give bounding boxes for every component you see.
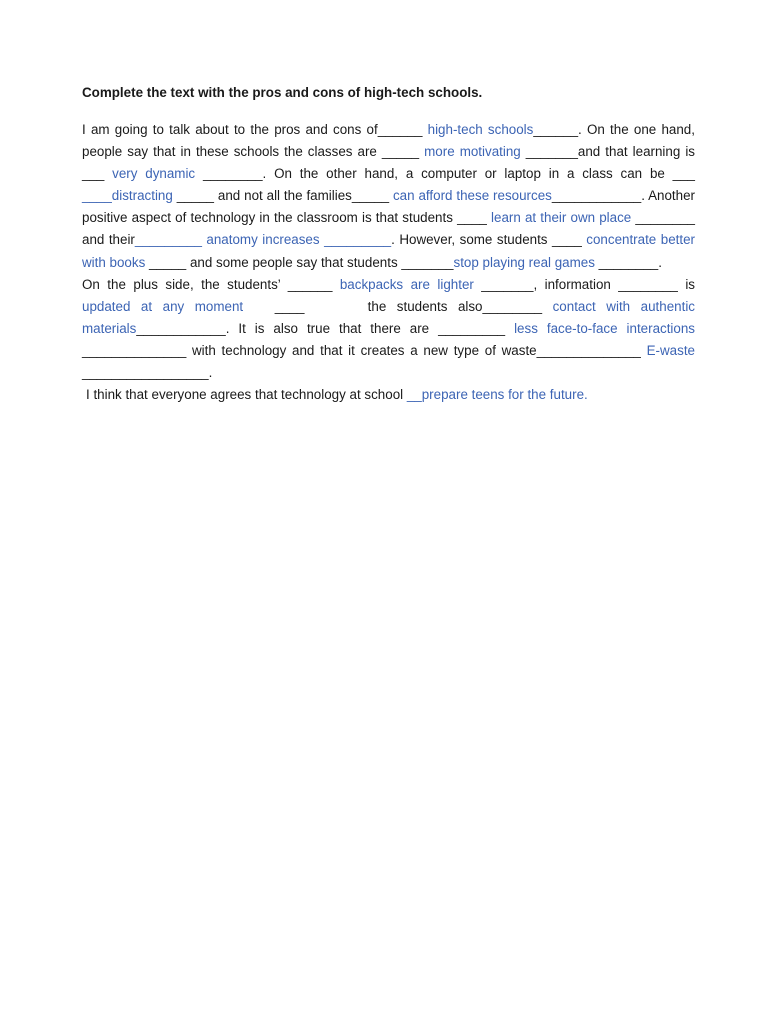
answer-text: very dynamic xyxy=(112,166,196,182)
worksheet-title: Complete the text with the pros and cons of high-tech schools. xyxy=(82,85,483,100)
prompt-text: _________________. xyxy=(82,365,213,381)
prompt-text: _____ and not all the families_____ xyxy=(172,188,393,204)
prompt-text: I am going to talk about to the pros and cons of______ xyxy=(82,122,428,137)
closing-answer: __prepare teens for the future. xyxy=(406,387,588,403)
answer-text: ____distracting xyxy=(82,188,173,204)
prompt-text: _______, information ________ is xyxy=(473,276,695,292)
answer-text: high-tech schools xyxy=(427,122,534,137)
answer-text: learn at their own place xyxy=(491,210,632,226)
prompt-text: ________ and their xyxy=(82,210,695,248)
answer-text: stop playing real games xyxy=(453,254,595,270)
prompt-text: ______. On the one hand, people say that in these schools the classes are _____ xyxy=(82,122,695,160)
prompt-text: ________. xyxy=(594,254,662,270)
answer-text: backpacks are lighter xyxy=(339,276,474,292)
paragraph-pros-cons xyxy=(82,119,695,274)
closing-text: I think that everyone agrees that technology at school xyxy=(86,387,407,403)
prompt-text: ____________. Another positive aspect of technology in the classroom is that students ____ xyxy=(82,188,695,226)
prompt-text: ____ the students also________ xyxy=(243,298,553,314)
answer-text: updated at any moment xyxy=(82,298,244,314)
prompt-text: ____________. It is also true that there are _________ xyxy=(136,320,515,336)
answer-text: can afford these resources xyxy=(392,188,552,204)
closing-sentence xyxy=(82,384,695,406)
paragraph-plus-side xyxy=(82,274,695,384)
prompt-text: _____ and some people say that students _______ xyxy=(145,254,454,270)
worksheet xyxy=(82,84,695,406)
answer-text: less face-to-face interactions xyxy=(514,320,696,336)
prompt-text: _______and that learning is ___ xyxy=(82,144,695,182)
prompt-text: On the plus side, the students’ ______ xyxy=(82,276,340,292)
answer-text: concentrate better with books xyxy=(82,232,695,270)
answer-text: more motivating xyxy=(424,144,521,160)
prompt-text: ______________ with technology and that it creates a new type of waste______________ xyxy=(82,342,647,358)
prompt-text: . However, some students ____ xyxy=(391,232,587,248)
answer-text: E-waste xyxy=(646,342,695,358)
answer-text: _________ anatomy increases _________ xyxy=(134,232,392,248)
answer-text: contact with authentic materials xyxy=(82,298,695,336)
prompt-text: ________. On the other hand, a computer or laptop in a class can be ___ xyxy=(195,166,695,182)
